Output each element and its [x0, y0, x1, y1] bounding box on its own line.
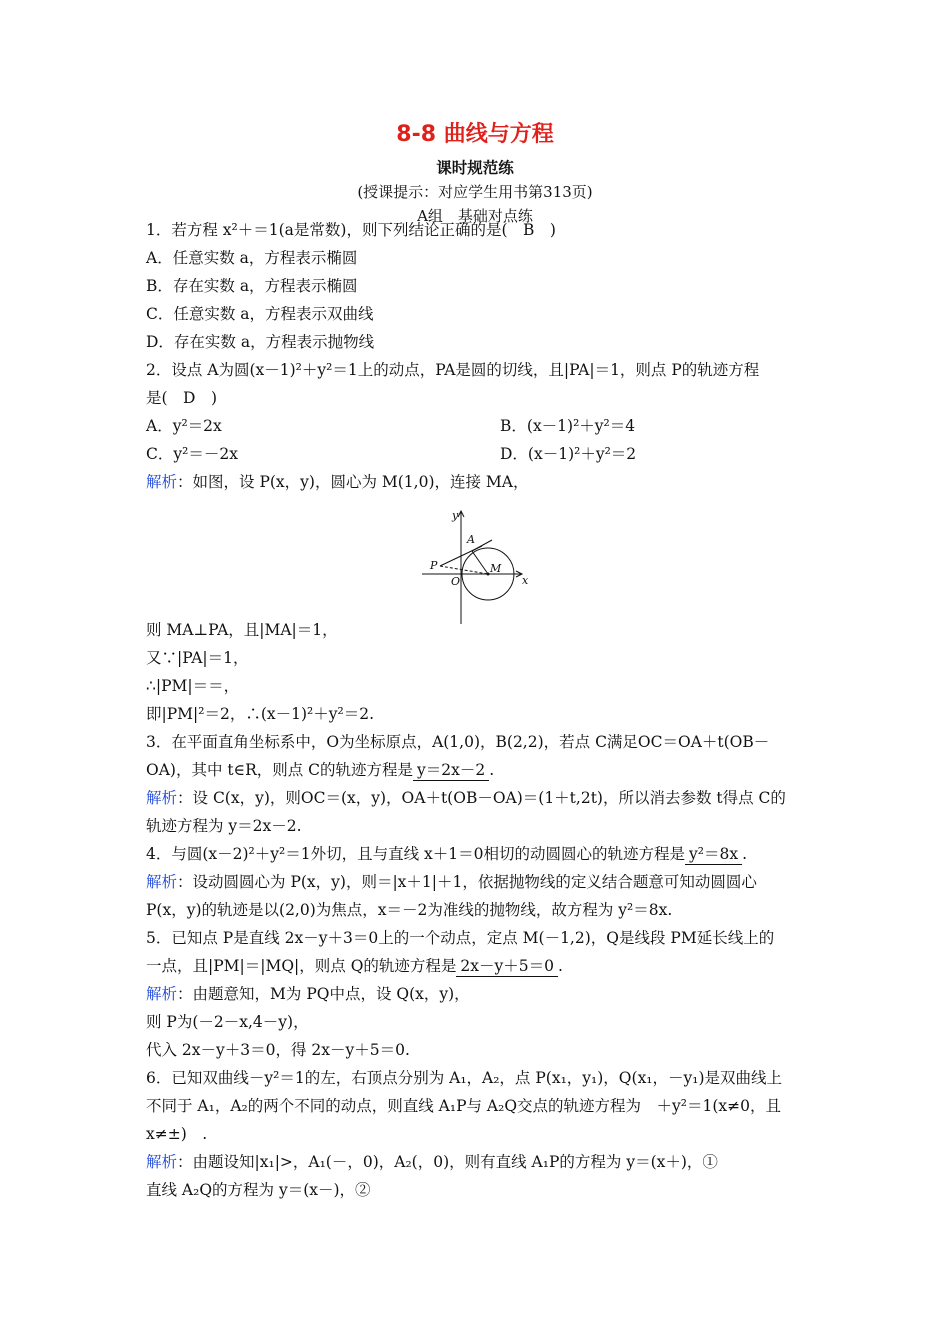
answer-blank: 2x－y＋5＝0	[456, 956, 558, 977]
text-segment: 轨迹方程为 y＝2x－2.	[146, 817, 302, 835]
text-line	[146, 220, 556, 240]
label-x: x	[522, 574, 529, 587]
text-line	[146, 648, 249, 668]
text-line	[146, 760, 494, 781]
text-line	[146, 872, 757, 892]
solution-label: 解析	[146, 985, 178, 1003]
text-segment: 不同于 A₁，A₂的两个不同的动点，则直线 A₁P与 A₂Q交点的轨迹方程为 ＋y²＝1(x≠0，且	[146, 1097, 782, 1115]
text-line	[146, 360, 759, 380]
page-title: 8-8 曲线与方程	[396, 122, 554, 147]
text-segment: B．存在实数 a，方程表示椭圆	[146, 277, 358, 295]
text-segment: 3．在平面直角坐标系中，O为坐标原点，A(1,0)，B(2,2)，若点 C满足OC＝OA＋t(OB－	[146, 733, 770, 751]
solution-label: 解析	[146, 789, 178, 807]
text-segment: 则 MA⊥PA，且|MA|＝1，	[146, 621, 338, 639]
text-line	[146, 956, 563, 977]
text-line	[146, 1152, 718, 1172]
text-segment: 5．已知点 P是直线 2x－y＋3＝0上的一个动点，定点 M(－1,2)，Q是线段 PM延长线上的	[146, 929, 775, 947]
solution-label: 解析	[146, 1153, 178, 1171]
text-segment: 则 P为(－2－x,4－y)，	[146, 1013, 309, 1031]
answer-blank: y＝2x－2	[413, 760, 489, 781]
text-line	[146, 788, 786, 808]
text-line	[146, 304, 374, 324]
text-segment: ：设 C(x，y)，则OC＝(x，y)，OA＋t(OB－OA)＝(1＋t,2t)，所以消去参数 t得点 C的	[177, 789, 786, 807]
text-segment: .	[489, 761, 495, 779]
text-line	[146, 676, 239, 696]
text-segment: ：由题设知|x₁|>，A₁(－，0)，A₂(，0)，则有直线 A₁P的方程为 y＝(x＋)，①	[177, 1153, 718, 1171]
text-line	[146, 732, 769, 752]
text-segment: 1．若方程 x²＋＝1(a是常数)，则下列结论正确的是( B )	[146, 221, 556, 239]
text-segment: 直线 A₂Q的方程为 y＝(x－)，②	[146, 1181, 371, 1199]
text-segment: 即|PM|²＝2，∴(x－1)²＋y²＝2.	[146, 705, 374, 723]
text-segment: 2．设点 A为圆(x－1)²＋y²＝1上的动点，PA是圆的切线，且|PA|＝1，则点 P的轨迹方程	[146, 361, 760, 379]
text-line	[146, 1040, 410, 1060]
text-line	[146, 276, 358, 296]
text-segment: 4．与圆(x－2)²＋y²＝1外切，且与直线 x＋1＝0相切的动圆圆心的轨迹方程是	[146, 845, 685, 863]
text-segment: ：由题意知，M为 PQ中点，设 Q(x，y)，	[177, 985, 470, 1003]
text-segment: x≠±) .	[146, 1125, 208, 1143]
text-line	[146, 1096, 781, 1116]
text-segment: 代入 2x－y＋3＝0，得 2x－y＋5＝0.	[146, 1041, 410, 1059]
tangent-extension	[472, 540, 492, 551]
text-segment: P(x，y)的轨迹是以(2,0)为焦点，x＝－2为准线的抛物线，故方程为 y²＝8x.	[146, 901, 673, 919]
text-line	[146, 900, 672, 920]
label-m: M	[490, 562, 502, 575]
text-line	[146, 1012, 309, 1032]
solution-label: 解析	[146, 473, 178, 491]
text-line	[146, 620, 338, 640]
label-o: O	[451, 575, 461, 588]
text-line	[146, 388, 217, 408]
text-segment: .	[742, 845, 748, 863]
text-segment: 是( D )	[146, 389, 218, 407]
text-segment: A．y²＝2x	[146, 417, 222, 435]
option-right: B．(x－1)²＋y²＝4	[500, 417, 636, 435]
option-right: D．(x－1)²＋y²＝2	[500, 445, 637, 463]
radius-ma	[472, 551, 488, 574]
answer-blank: y²＝8x	[685, 844, 742, 865]
text-segment: .	[558, 957, 563, 975]
text-segment: 6．已知双曲线－y²＝1的左，右顶点分别为 A₁，A₂，点 P(x₁，y₁)，Q(x₁，－y₁)是双曲线上	[146, 1069, 783, 1087]
text-segment: 一点，且|PM|＝|MQ|，则点 Q的轨迹方程是	[146, 957, 457, 975]
text-line	[146, 248, 357, 268]
segment-pm	[440, 566, 488, 574]
text-line	[146, 844, 747, 865]
solution-label: 解析	[146, 873, 178, 891]
text-line	[146, 416, 222, 436]
text-segment: A．任意实数 a，方程表示椭圆	[146, 249, 358, 267]
text-line	[146, 984, 470, 1004]
text-line	[146, 1068, 782, 1088]
circle-tangent-figure	[416, 508, 536, 626]
label-y: y	[452, 509, 459, 522]
text-segment: C．y²＝－2x	[146, 445, 238, 463]
text-segment: ∴|PM|＝＝，	[146, 677, 240, 695]
text-segment: C．任意实数 a，方程表示双曲线	[146, 305, 374, 323]
label-p: P	[430, 559, 438, 572]
text-segment: D．存在实数 a，方程表示抛物线	[146, 333, 375, 351]
text-line	[146, 472, 529, 492]
text-line	[146, 816, 302, 836]
text-line	[146, 1180, 371, 1200]
text-segment: ：如图，设 P(x，y)，圆心为 M(1,0)，连接 MA，	[177, 473, 529, 491]
text-line	[146, 332, 374, 352]
text-line	[146, 444, 238, 464]
textbook-hint: (授课提示：对应学生用书第313页)	[357, 183, 593, 201]
group-heading: A组 基础对点练	[417, 207, 533, 225]
text-segment: ：设动圆圆心为 P(x，y)，则＝|x＋1|＋1，依据抛物线的定义结合题意可知动圆圆心	[177, 873, 757, 891]
text-line	[146, 1124, 207, 1144]
text-segment: OA)，其中 t∈R，则点 C的轨迹方程是	[146, 761, 414, 779]
section-subtitle: 课时规范练	[436, 159, 514, 177]
text-line	[146, 704, 374, 724]
text-line	[146, 928, 774, 948]
text-segment: 又∵|PA|＝1，	[146, 649, 249, 667]
label-a: A	[467, 533, 475, 546]
